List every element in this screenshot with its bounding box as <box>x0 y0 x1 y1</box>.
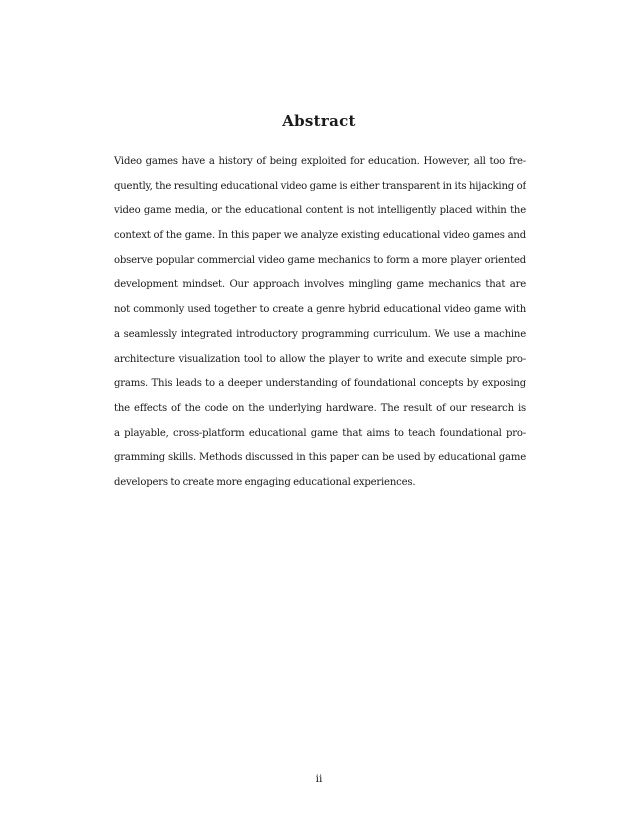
abstract-line: development mindset. Our approach involves mingling game mechanics that are <box>114 279 526 291</box>
abstract-line: developers to create more engaging educational experiences. <box>114 476 416 488</box>
abstract-line: quently, the resulting educational video game is either transparent in its hijacking of <box>114 180 526 192</box>
abstract-line: the effects of the code on the underlying hardware. The result of our research is <box>114 402 526 414</box>
abstract-line: video game media, or the educational content is not intelligently placed within the <box>114 205 526 217</box>
abstract-line: not commonly used together to create a genre hybrid educational video game with <box>114 304 526 316</box>
abstract-line: grams. This leads to a deeper understanding of foundational concepts by exposing <box>114 378 526 390</box>
abstract-line: Video games have a history of being exploited for education. However, all too fre- <box>114 156 526 167</box>
page-number: ii <box>315 773 323 785</box>
page-title: Abstract <box>282 112 356 130</box>
abstract-body <box>114 150 526 496</box>
abstract-line: a seamlessly integrated introductory programming curriculum. We use a machine <box>114 328 526 340</box>
abstract-line: gramming skills. Methods discussed in this paper can be used by educational game <box>114 452 526 464</box>
abstract-line: architecture visualization tool to allow the player to write and execute simple pro- <box>114 353 526 365</box>
abstract-line: a playable, cross-platform educational game that aims to teach foundational pro- <box>114 427 526 439</box>
abstract-line: context of the game. In this paper we analyze existing educational video games and <box>114 230 526 242</box>
abstract-line: observe popular commercial video game mechanics to form a more player oriented <box>114 254 526 266</box>
